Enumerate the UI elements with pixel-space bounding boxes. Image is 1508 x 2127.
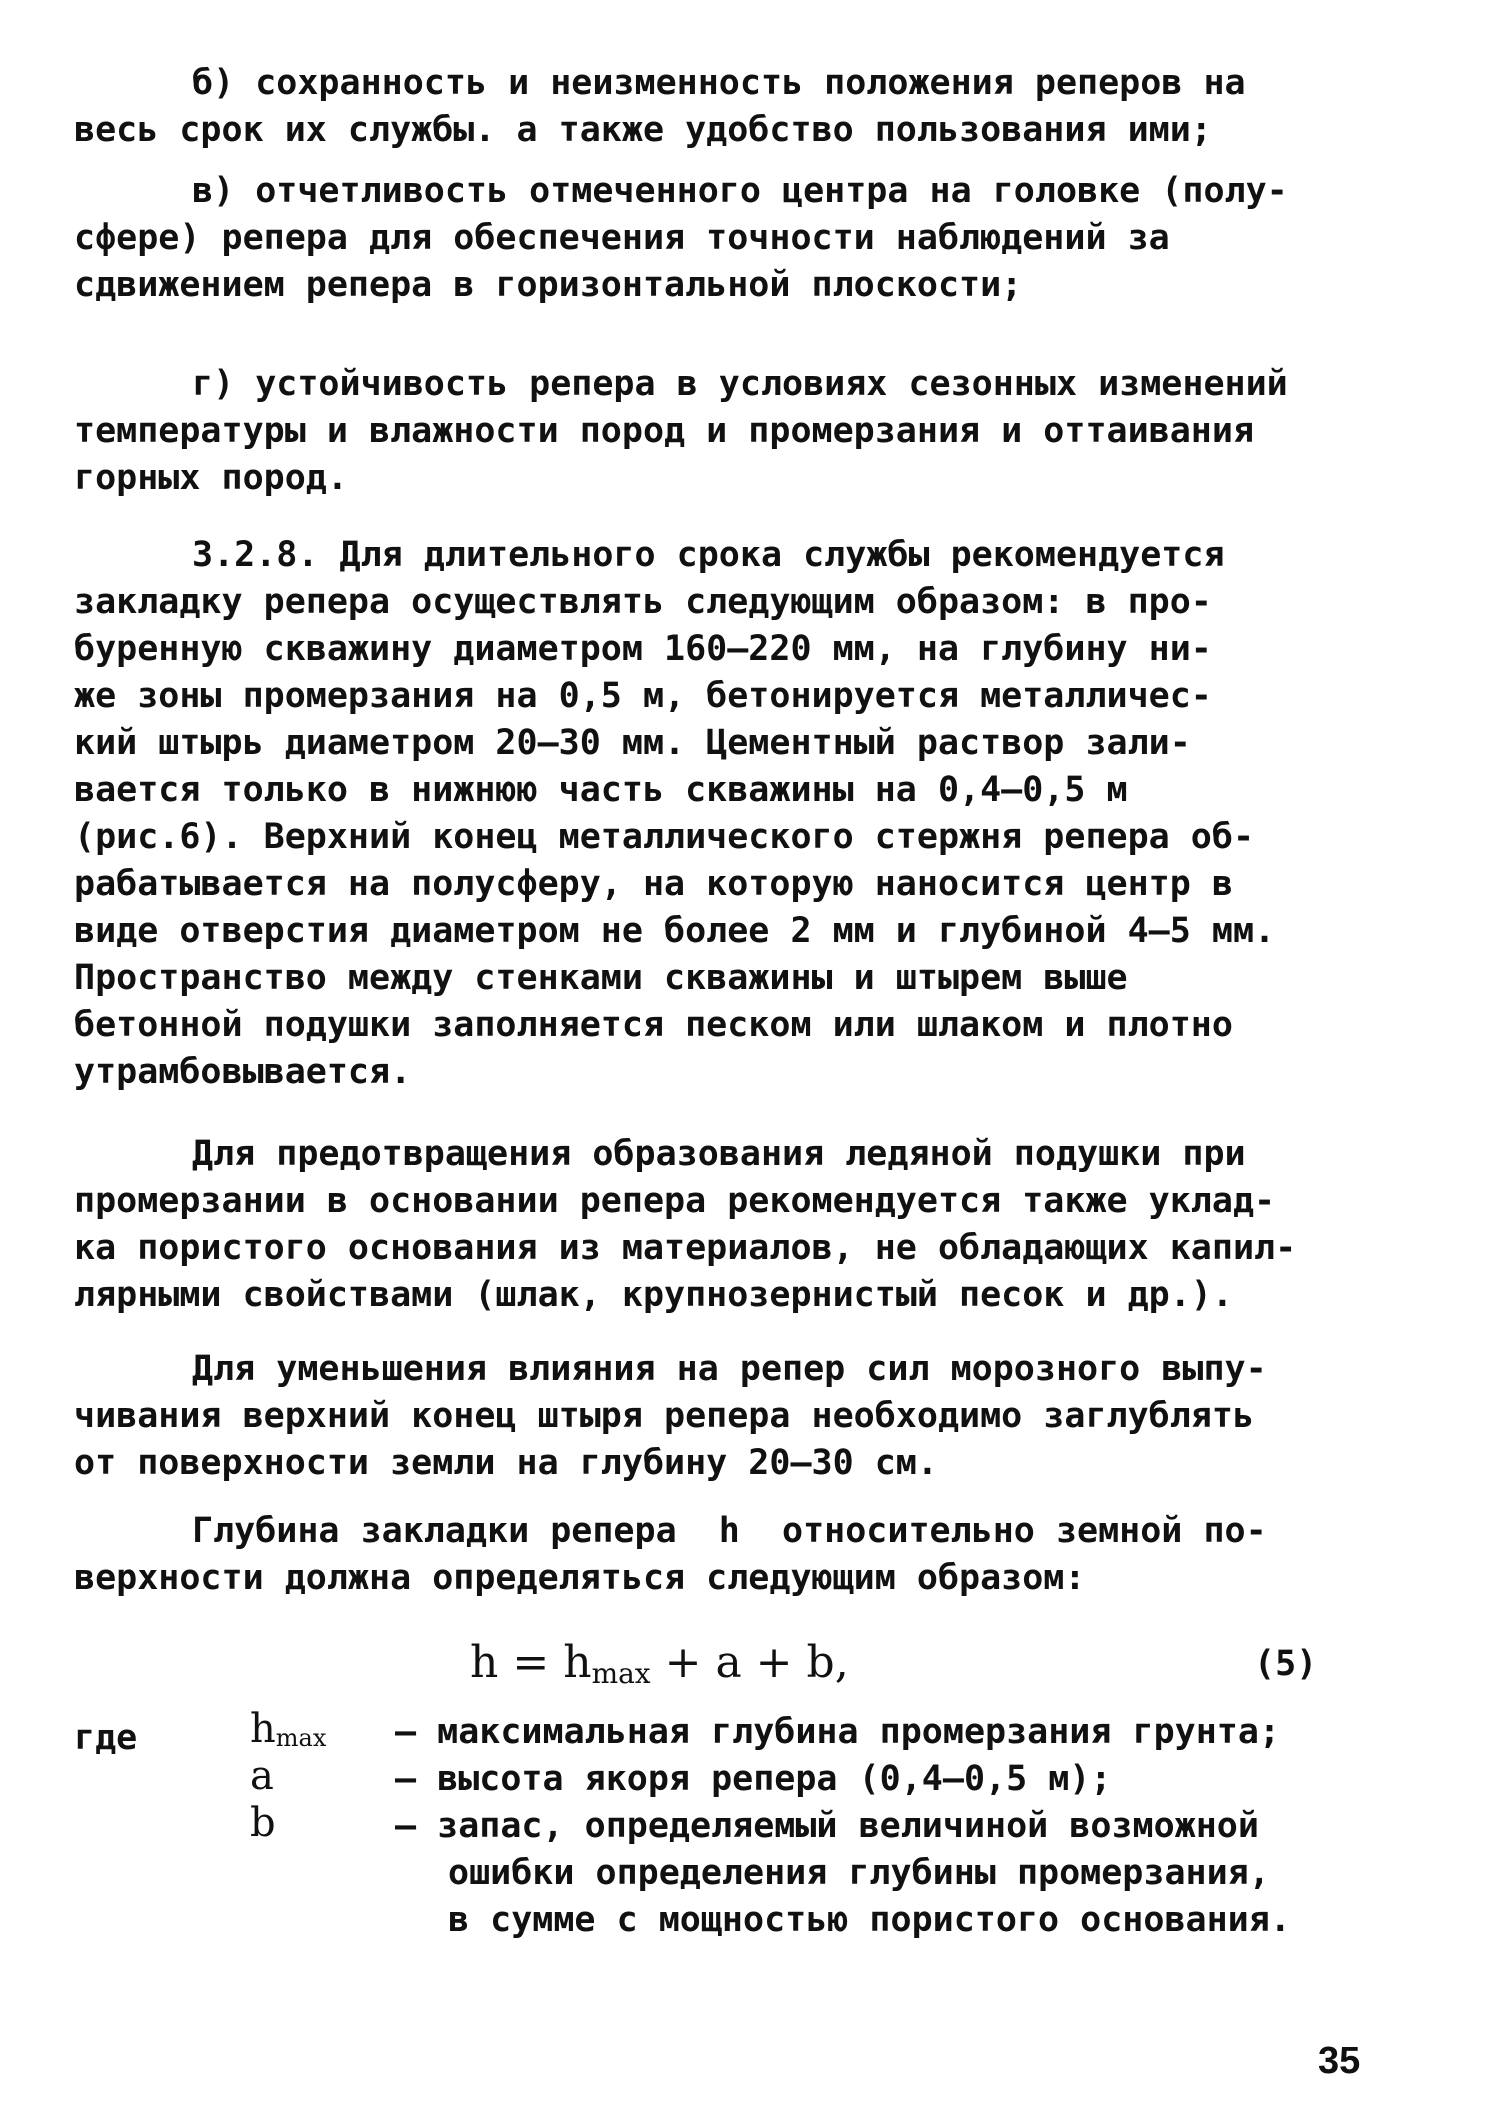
text-line: Глубина закладки репера h относительно земной по- (192, 1511, 1267, 1551)
where-label: где (74, 1718, 138, 1758)
text-line: сфере) репера для обеспечения точности наблюдений за (74, 218, 1170, 258)
text-line: Пространство между стенками скважины и штырем выше (74, 958, 1128, 998)
text-line: весь срок их службы. а также удобство пользования ими; (74, 110, 1212, 150)
text-line: Для уменьшения влияния на репер сил морозного выпу- (192, 1349, 1267, 1389)
text-line: г) устойчивость репера в условиях сезонных изменений (192, 364, 1288, 404)
symbol-base: h (250, 1706, 276, 1752)
text-line: рабатывается на полусферу, на которую наносится центр в (74, 864, 1233, 904)
formula-equals: = (512, 1637, 550, 1688)
text-line: в) отчетливость отмеченного центра на головке (полу- (192, 171, 1288, 211)
text-line: (рис.6). Верхний конец металлического стержня репера об- (74, 817, 1255, 857)
variable-symbol (250, 1800, 400, 1846)
text-line: кий штырь диаметром 20–30 мм. Цементный раствор зали- (74, 723, 1191, 763)
text-line: же зоны промерзания на 0,5 м, бетонируется металличес- (74, 676, 1212, 716)
text-line: ка пористого основания из материалов, не обладающих капил- (74, 1228, 1297, 1268)
text-line: от поверхности земли на глубину 20–30 см. (74, 1443, 938, 1483)
formula-5 (470, 1637, 849, 1690)
text-line: 3.2.8. Для длительного срока службы рекомендуется (192, 535, 1225, 575)
variable-description-continuation: в сумме с мощностью пористого основания. (448, 1900, 1291, 1940)
symbol-base: b (250, 1800, 276, 1846)
text-line: лярными свойствами (шлак, крупнозернистый песок и др.). (74, 1275, 1233, 1315)
paragraph-v (74, 168, 1434, 309)
text-line: Для предотвращения образования ледяной подушки при (192, 1134, 1246, 1174)
text-line: чивания верхний конец штыря репера необходимо заглублять (74, 1396, 1255, 1436)
text-line: температуры и влажности пород и промерзания и оттаивания (74, 411, 1255, 451)
text-line: горных пород. (74, 458, 348, 498)
formula-subscript: max (591, 1657, 651, 1690)
text-line: виде отверстия диаметром не более 2 мм и глубиной 4–5 мм. (74, 911, 1276, 951)
variable-row (250, 1800, 1450, 1847)
text-line: буренную скважину диаметром 160–220 мм, на глубину ни- (74, 629, 1212, 669)
paragraph-depth (74, 1508, 1434, 1602)
symbol-subscript: max (275, 1724, 327, 1752)
formula-lhs: h (470, 1637, 499, 1688)
variable-row-continuation (250, 1847, 1450, 1894)
variable-symbol (250, 1753, 400, 1799)
equation-number: (5) (1254, 1644, 1318, 1684)
page-number: 35 (1318, 2040, 1361, 2082)
variable-row (250, 1706, 1450, 1753)
paragraph-frost-heave (74, 1346, 1434, 1487)
variable-description: – высота якоря репера (0,4–0,5 м); (395, 1759, 1112, 1799)
formula-rest: + a + b, (664, 1637, 849, 1688)
text-line: промерзании в основании репера рекомендуется также уклад- (74, 1181, 1276, 1221)
text-line: закладку репера осуществлять следующим образом: в про- (74, 582, 1212, 622)
text-line: утрамбовывается. (74, 1052, 412, 1092)
text-line: сдвижением репера в горизонтальной плоскости; (74, 265, 1023, 305)
text-line: б) сохранность и неизменность положения реперов на (192, 63, 1246, 103)
text-line: вается только в нижнюю часть скважины на 0,4–0,5 м (74, 770, 1128, 810)
text-line: бетонной подушки заполняется песком или шлаком и плотно (74, 1005, 1233, 1045)
paragraph-g (74, 361, 1434, 502)
variable-description-continuation: ошибки определения глубины промерзания, (448, 1853, 1270, 1893)
variable-row (250, 1753, 1450, 1800)
text-line: верхности должна определяться следующим образом: (74, 1558, 1086, 1598)
variable-row-continuation (250, 1894, 1450, 1941)
paragraph-ice-cushion (74, 1131, 1434, 1319)
paragraph-b (74, 60, 1434, 154)
variable-description: – максимальная глубина промерзания грунта; (395, 1712, 1281, 1752)
paragraph-3-2-8 (74, 532, 1434, 1096)
variable-definitions (250, 1706, 1450, 1941)
variable-description: – запас, определяемый величиной возможной (395, 1806, 1259, 1846)
formula-base: h (563, 1637, 592, 1688)
symbol-base: a (250, 1753, 274, 1799)
variable-symbol (250, 1706, 400, 1752)
